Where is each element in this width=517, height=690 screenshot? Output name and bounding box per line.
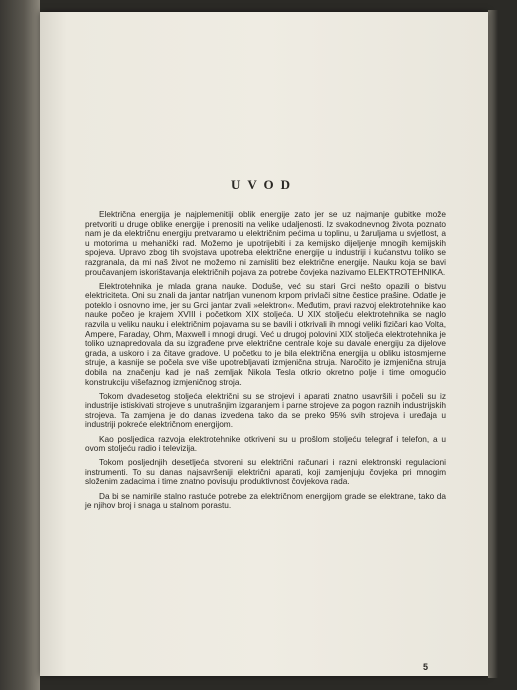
body-text [85,210,446,515]
paragraph-3: Tokom dvadesetog stoljeća električni su se strojevi i aparati znatno usavršili i počeli su iz industrije istiskivati strojeve s unutrašnjim izgaranjem i parne strojeve za pogon raznih industrijskih strojeva. Ta zamjena je do danas izvedena tako da se preko 95% svih strojeva i uređaja u industriji pokreće električnom energijom. [85,390,446,430]
table-background [0,0,40,690]
book-page [40,12,488,676]
paragraph-6: Da bi se namirile stalno rastuće potrebe za električnom energijom grade se elektrane, tako da je njihov broj i snaga u stalnom porastu. [85,490,446,511]
page-heading: UVOD [230,177,298,192]
paragraph-5: Tokom posljednjih desetljeća stvoreni su električni računari i razni elektronski regulacioni instrumenti. To su danas najsavršeniji električni aparati, koji zamjenjuju čovjeka pri mnogim složenim zadacima i time znatno povisuju produktivnost čovjekova rada. [85,457,446,487]
paragraph-2: Elektrotehnika je mlada grana nauke. Doduše, već su stari Grci nešto opazili o bistvu elektriciteta. Oni su znali da jantar natrljan vunenom krpom privlači sitne čestice prašine. Odatle je poteklo i osnovno ime, jer su Grci jantar zvali »elektron«. Međutim, pravi razvoj elektrotehnike kao nauke počeo je krajem XVIII i početkom XIX stoljeća. U XIX stoljeću elektrotehnika se naglo razvila u veliku nauku i električnim pojavama su se bavili i otkrivali ih mnogi veliki fizičari kao Volta, Ampere, Faraday, Ohm, Maxwell i mnogi drugi. Već u drugoj polovini XIX stoljeća elektrotehnika je toliko uznapredovala da su izgrađene prve električne centrale koje su davale energiju za dijelove grada, a uskoro i za čitave gradove. U početku to je bila električna energija u obliku istosmjerne struje, a kasnije se počela sve više upotrebljavati izmjenična struja. Naročito je izmjenična struja dobila na značenju kad je naš zemljak Nikola Tesla otkrio okretno polje i time omogućio konstrukciju višefaznog izmjeničnog stroja. [85,280,446,387]
page-edge-shadow [488,10,498,678]
paragraph-4: Kao posljedica razvoja elektrotehnike otkriveni su u prošlom stoljeću telegraf i telefon, a u ovom stoljeću radio i televizija. [85,433,446,454]
paragraph-1: Električna energija je najplemenitiji oblik energije zato jer se uz najmanje gubitke može pretvoriti u druge oblike energije i prenositi na velike udaljenosti. Iz svakodnevnog života poznato nam je da električnu energiju pretvaramo u električnim pećima u toplinu, u žaruljama u svjetlost, a u motorima u mehanički rad. Možemo je upotrijebiti i za kemijsko dijeljenje mnogih kemijskih spojeva. Upravo zbog tih svojstava upotreba električne energije u industriji i kućanstvu toliko se razgranala, da mi naš život ne možemo ni zamisliti bez električne energije. Nauku koja se bavi proučavanjem iskorištavanja električnih pojava za potrebe čovjeka nazivamo ELEKTROTEHNIKA. [85,209,446,277]
page-number: 5 [423,662,429,672]
